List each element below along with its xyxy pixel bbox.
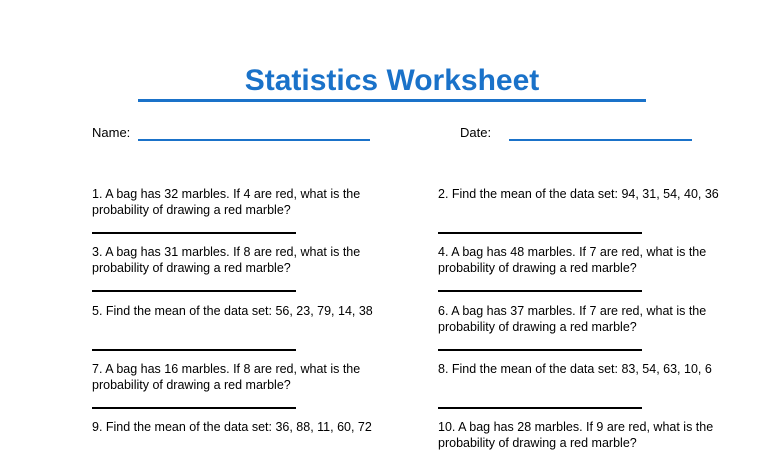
name-label: Name: xyxy=(92,125,131,140)
title-underline xyxy=(138,99,646,102)
answer-line-6[interactable] xyxy=(438,349,642,351)
name-field[interactable] xyxy=(138,139,370,141)
answer-line-2[interactable] xyxy=(438,232,642,234)
answer-line-5[interactable] xyxy=(92,349,296,351)
date-label: Date: xyxy=(460,125,492,140)
question-1: 1. A bag has 32 marbles. If 4 are red, what is the probability of drawing a red marble? xyxy=(92,187,361,217)
question-2: 2. Find the mean of the data set: 94, 31, 54, 40, 36 xyxy=(438,187,719,201)
answer-line-4[interactable] xyxy=(438,290,642,292)
question-5: 5. Find the mean of the data set: 56, 23, 79, 14, 38 xyxy=(92,304,373,318)
worksheet-title: Statistics Worksheet xyxy=(244,64,540,97)
date-field[interactable] xyxy=(509,139,692,141)
question-3: 3. A bag has 31 marbles. If 8 are red, what is the probability of drawing a red marble? xyxy=(92,245,361,275)
question-6: 6. A bag has 37 marbles. If 7 are red, what is the probability of drawing a red marble? xyxy=(438,304,707,334)
question-8: 8. Find the mean of the data set: 83, 54, 63, 10, 6 xyxy=(438,362,712,376)
question-7: 7. A bag has 16 marbles. If 8 are red, what is the probability of drawing a red marble? xyxy=(92,362,361,392)
answer-line-8[interactable] xyxy=(438,407,642,409)
question-4: 4. A bag has 48 marbles. If 7 are red, what is the probability of drawing a red marble? xyxy=(438,245,707,275)
answer-line-1[interactable] xyxy=(92,232,296,234)
answer-line-7[interactable] xyxy=(92,407,296,409)
question-9: 9. Find the mean of the data set: 36, 88, 11, 60, 72 xyxy=(92,420,372,434)
answer-line-3[interactable] xyxy=(92,290,296,292)
question-10: 10. A bag has 28 marbles. If 9 are red, what is the probability of drawing a red marble? xyxy=(438,420,714,450)
